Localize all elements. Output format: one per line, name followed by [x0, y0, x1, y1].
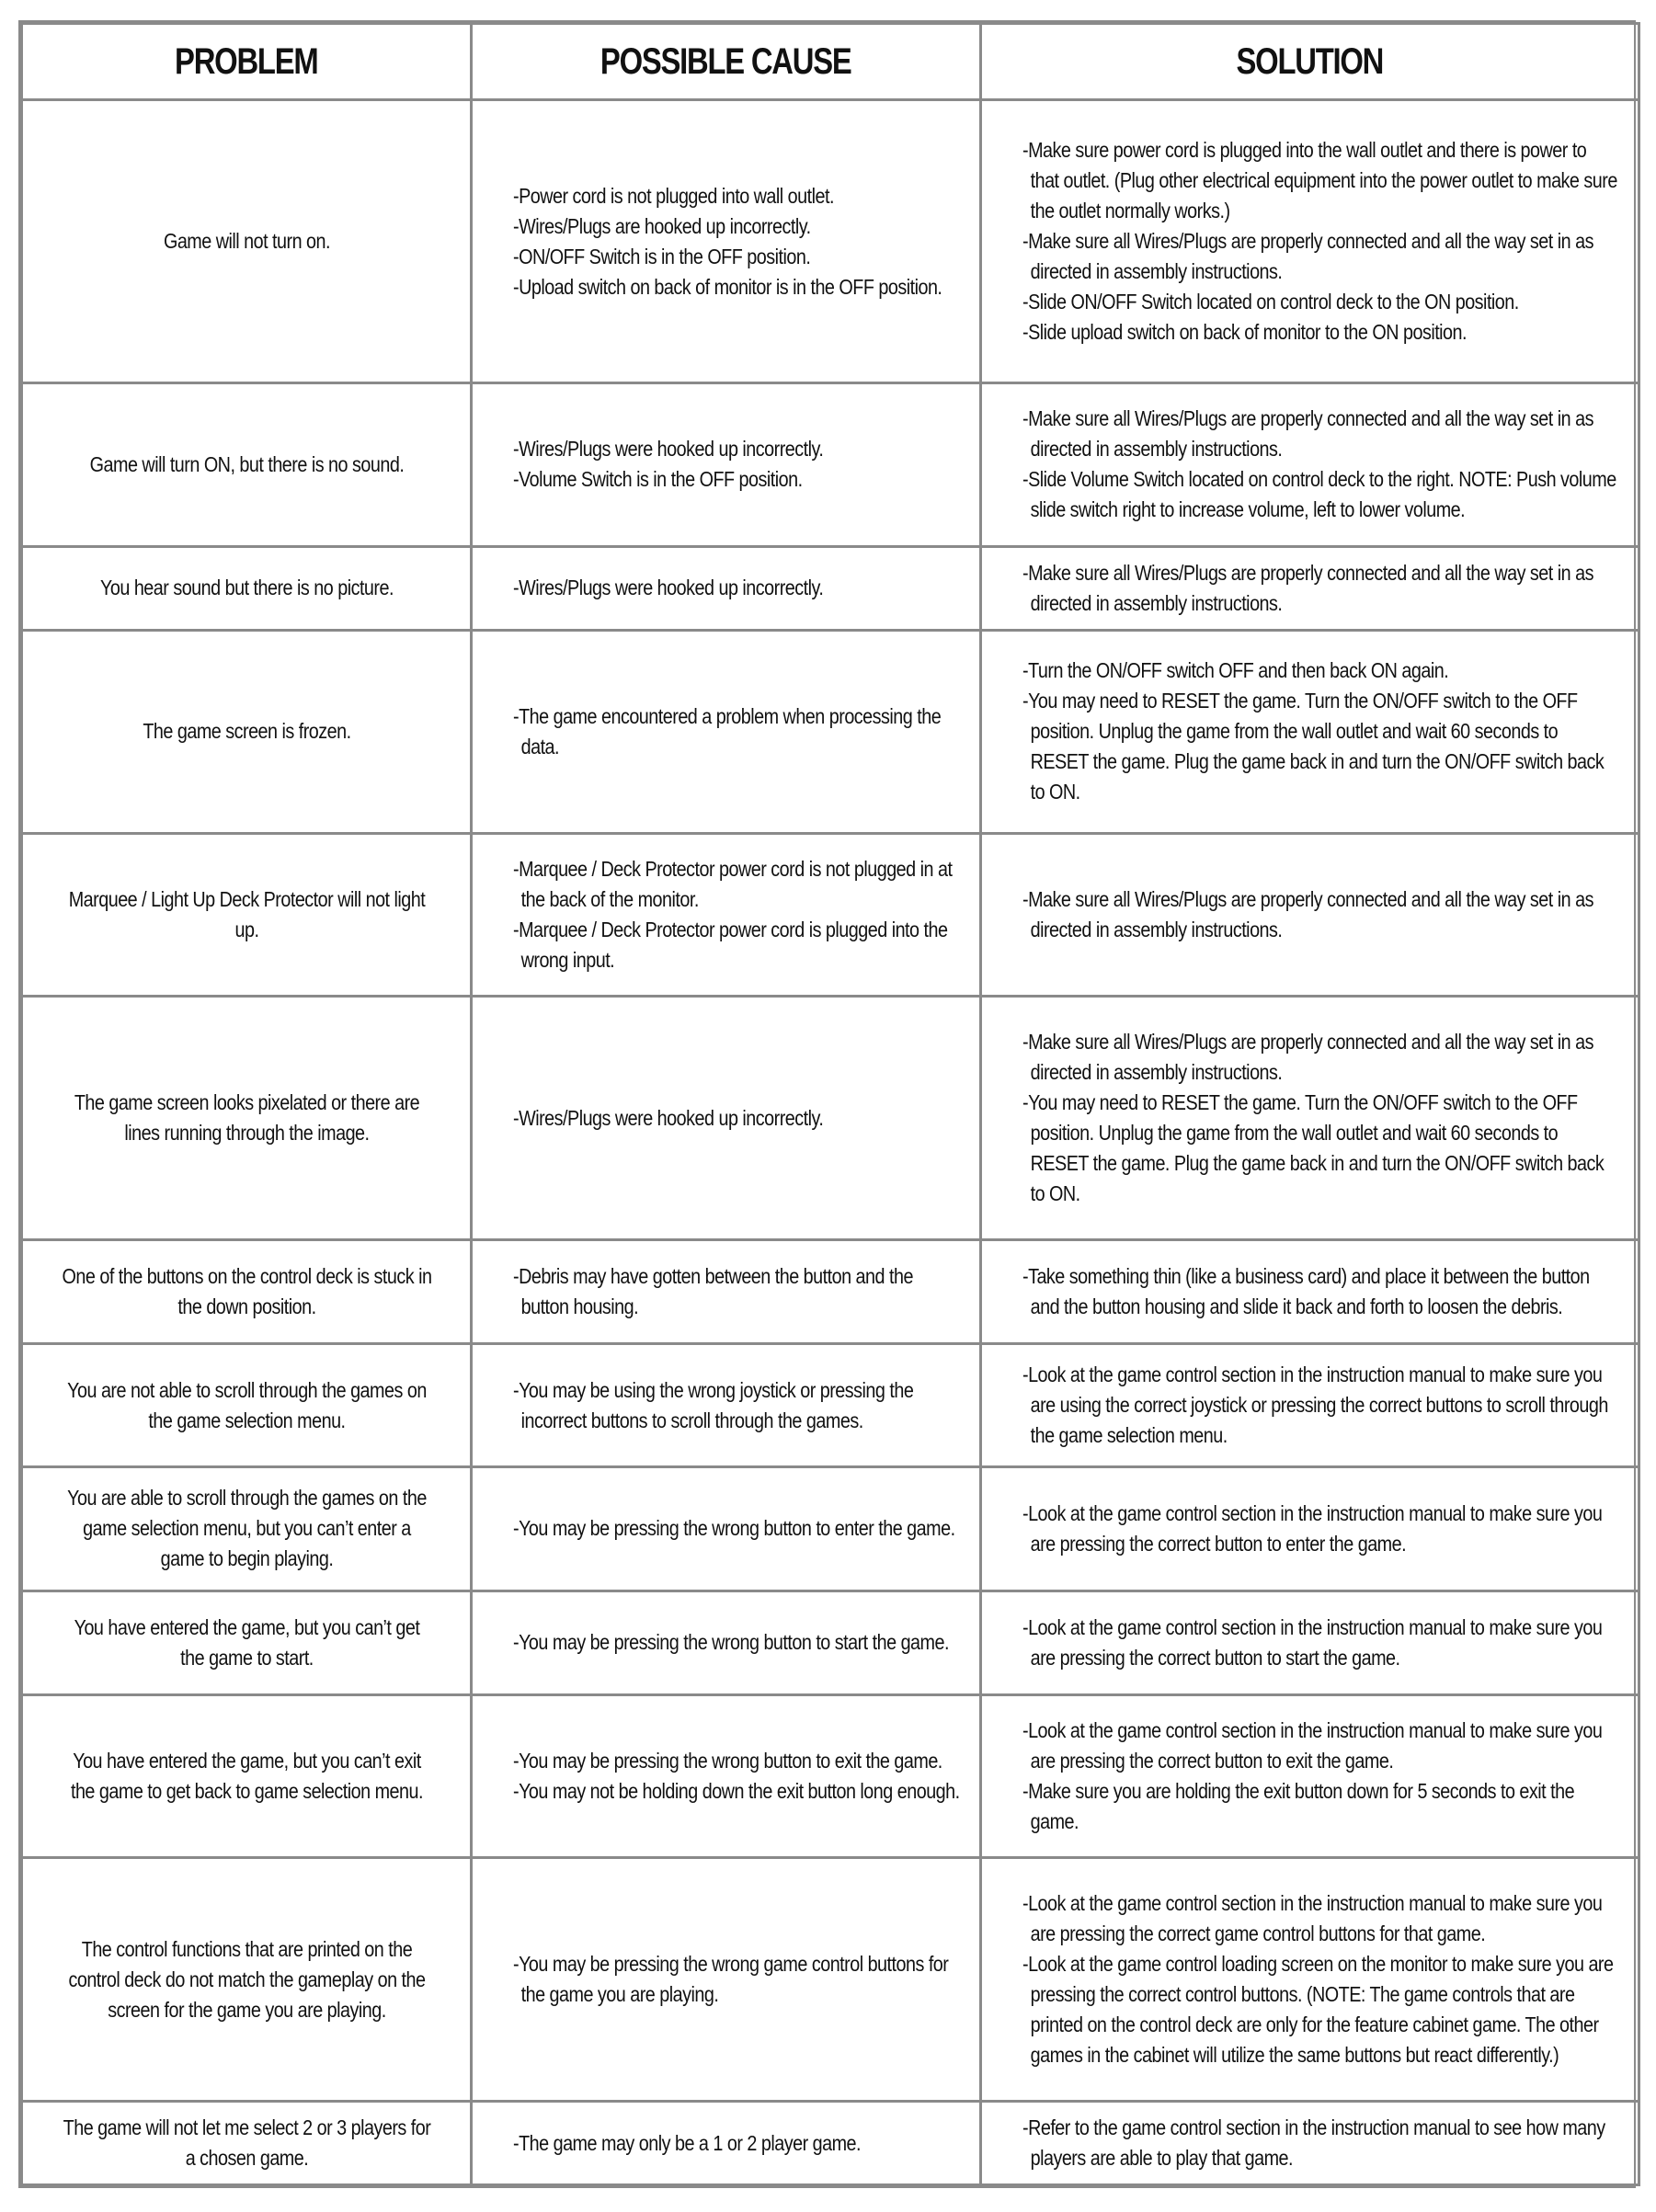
problem-text: One of the buttons on the control deck is stuck in the down position. [62, 1263, 431, 1318]
solution-line: -Take something thin (like a business card) and place it between the button and the button housing and slide it back and forth to loosen the debris. [1022, 1263, 1590, 1318]
cause-line: -You may not be holding down the exit button long enough. [513, 1779, 960, 1804]
table-row [22, 2102, 1639, 2185]
table-row [22, 1344, 1639, 1467]
solution-list [1022, 135, 1617, 348]
cause-line: -Wires/Plugs are hooked up incorrectly. [513, 213, 811, 238]
problem-cell [22, 1591, 472, 1694]
table-row [22, 997, 1639, 1240]
cause-list [513, 1375, 960, 1436]
cause-cell [472, 546, 981, 630]
solution-line: -Make sure all Wires/Plugs are properly connected and all the way set in as directed in assembly instructions. [1022, 560, 1593, 615]
cause-cell [472, 1591, 981, 1694]
table-row [22, 1591, 1639, 1694]
solution-cell [981, 100, 1639, 383]
solution-cell [981, 833, 1639, 997]
solution-line: -Make sure all Wires/Plugs are properly connected and all the way set in as directed in assembly instructions. [1022, 1030, 1593, 1085]
solution-cell [981, 1694, 1639, 1858]
solution-line: -Look at the game control section in the instruction manual to make sure you are pressing the correct button to exit the game. [1022, 1718, 1603, 1773]
cause-cell [472, 1467, 981, 1591]
cause-line: -You may be pressing the wrong button to start the game. [513, 1630, 949, 1655]
problem-text: The control functions that are printed on the control deck do not match the gameplay on the screen for the game you are playing. [67, 1936, 426, 2022]
problem-cell [22, 630, 472, 833]
problem-cell [22, 2102, 472, 2185]
solution-cell [981, 1467, 1639, 1591]
cause-cell [472, 2102, 981, 2185]
problem-text: Marquee / Light Up Deck Protector will not light up. [68, 886, 425, 941]
problem-text: The game screen looks pixelated or there are lines running through the image. [74, 1090, 419, 1146]
solution-line: -You may need to RESET the game. Turn the ON/OFF switch to the OFF position. Unplug the game from the wall outlet and wait 60 seconds to RESET the game. Plug the game back in and turn the ON/OFF switch back to ON. [1022, 1090, 1605, 1206]
solution-cell [981, 1344, 1639, 1467]
cause-line: -Power cord is not plugged into wall outlet. [513, 183, 834, 208]
table-row [22, 1467, 1639, 1591]
cause-line: -Wires/Plugs were hooked up incorrectly. [513, 576, 824, 600]
cause-cell [472, 1694, 981, 1858]
cause-list [513, 1949, 960, 2010]
problem-text: You are not able to scroll through the games on the game selection menu. [66, 1377, 427, 1432]
solution-list [1022, 1027, 1617, 1209]
cause-cell [472, 383, 981, 547]
solution-line: -Slide ON/OFF Switch located on control deck to the ON position. [1022, 290, 1519, 314]
cause-list [513, 1103, 960, 1134]
cause-list [513, 1627, 960, 1658]
cause-line: -Upload switch on back of monitor is in the OFF position. [513, 274, 942, 299]
solution-list [1022, 1261, 1617, 1322]
solution-list [1022, 1613, 1617, 1673]
problem-text: You have entered the game, but you can’t exit the game to get back to game selection menu. [70, 1749, 423, 1804]
problem-cell [22, 833, 472, 997]
solution-list [1022, 1499, 1617, 1559]
solution-list [1022, 1716, 1617, 1837]
solution-line: -Look at the game control loading screen on the monitor to make sure you are pressing the correct control buttons. (NOTE: The game controls that are printed on the control deck are only for the feature cabinet game. The other games in the cabinet will utilize the same buttons but react differently.) [1022, 1952, 1614, 2068]
problem-cell [22, 546, 472, 630]
cause-cell [472, 833, 981, 997]
problem-cell [22, 1858, 472, 2102]
problem-text: You have entered the game, but you can’t get the game to start. [74, 1614, 419, 1670]
cause-line: -The game encountered a problem when processing the data. [513, 703, 942, 758]
solution-line: -Slide Volume Switch located on control deck to the right. NOTE: Push volume slide switch right to increase volume, left to lower volume. [1022, 467, 1616, 522]
cause-line: -You may be using the wrong joystick or pressing the incorrect buttons to scroll through the games. [513, 1377, 914, 1432]
solution-line: -Make sure power cord is plugged into the wall outlet and there is power to that outlet. (Plug other electrical equipment into the power outlet to make sure the outlet normally works.) [1022, 138, 1617, 222]
header-problem: PROBLEM [22, 24, 472, 100]
solution-line: -Look at the game control section in the instruction manual to make sure you are pressing the correct button to enter the game. [1022, 1500, 1603, 1556]
cause-list [513, 1746, 960, 1807]
table-row [22, 1858, 1639, 2102]
solution-line: -You may need to RESET the game. Turn the ON/OFF switch to the OFF position. Unplug the game from the wall outlet and wait 60 seconds to RESET the game. Plug the game back in and turn the ON/OFF switch back to ON. [1022, 689, 1605, 804]
solution-cell [981, 2102, 1639, 2185]
cause-cell [472, 100, 981, 383]
solution-list [1022, 1888, 1617, 2070]
cause-cell [472, 1239, 981, 1343]
cause-line: -Wires/Plugs were hooked up incorrectly. [513, 1105, 824, 1130]
header-solution: SOLUTION [981, 24, 1639, 100]
cause-line: -Marquee / Deck Protector power cord is plugged into the wrong input. [513, 917, 948, 972]
solution-line: -Make sure all Wires/Plugs are properly connected and all the way set in as directed in assembly instructions. [1022, 886, 1593, 941]
solution-cell [981, 546, 1639, 630]
cause-line: -You may be pressing the wrong button to exit the game. [513, 1749, 942, 1773]
solution-cell [981, 1591, 1639, 1694]
problem-cell [22, 1239, 472, 1343]
cause-line: -Volume Switch is in the OFF position. [513, 467, 803, 492]
cause-cell [472, 630, 981, 833]
problem-cell [22, 100, 472, 383]
problem-cell [22, 1694, 472, 1858]
problem-text: Game will turn ON, but there is no sound. [89, 451, 404, 476]
table-row [22, 1239, 1639, 1343]
table-row [22, 833, 1639, 997]
solution-line: -Make sure you are holding the exit button down for 5 seconds to exit the game. [1022, 1779, 1575, 1834]
cause-list [513, 701, 960, 762]
problem-cell [22, 383, 472, 547]
solution-cell [981, 1858, 1639, 2102]
solution-line: -Turn the ON/OFF switch OFF and then back ON again. [1022, 658, 1449, 683]
solution-line: -Refer to the game control section in the instruction manual to see how many players are able to play that game. [1022, 2115, 1605, 2170]
table-row [22, 630, 1639, 833]
solution-line: -Look at the game control section in the instruction manual to make sure you are using the correct joystick or pressing the correct buttons to scroll through the game selection menu. [1022, 1363, 1608, 1448]
solution-list [1022, 2113, 1617, 2173]
header-row [22, 24, 1639, 100]
problem-cell [22, 1467, 472, 1591]
cause-line: -Debris may have gotten between the button and the button housing. [513, 1263, 913, 1318]
cause-list [513, 2128, 960, 2159]
solution-cell [981, 383, 1639, 547]
solution-cell [981, 997, 1639, 1240]
problem-text: The game will not let me select 2 or 3 players for a chosen game. [63, 2115, 430, 2170]
troubleshooting-table [20, 22, 1640, 2186]
cause-cell [472, 997, 981, 1240]
solution-line: -Make sure all Wires/Plugs are properly connected and all the way set in as directed in assembly instructions. [1022, 229, 1593, 283]
solution-cell [981, 1239, 1639, 1343]
solution-list [1022, 1360, 1617, 1451]
cause-cell [472, 1344, 981, 1467]
cause-line: -You may be pressing the wrong button to enter the game. [513, 1516, 955, 1541]
cause-list [513, 181, 960, 302]
cause-list [513, 573, 960, 603]
problem-text: The game screen is frozen. [142, 719, 351, 744]
solution-list [1022, 656, 1617, 807]
cause-list [513, 1513, 960, 1544]
problem-text: Game will not turn on. [163, 229, 330, 253]
solution-list [1022, 884, 1617, 945]
header-possible-cause: POSSIBLE CAUSE [472, 24, 981, 100]
cause-line: -You may be pressing the wrong game control buttons for the game you are playing. [513, 1952, 949, 2007]
solution-list [1022, 558, 1617, 619]
cause-line: -Marquee / Deck Protector power cord is not plugged in at the back of the monitor. [513, 856, 953, 911]
table-row [22, 383, 1639, 547]
problem-cell [22, 1344, 472, 1467]
problem-text: You are able to scroll through the games on the game selection menu, but you can’t enter a game to begin playing. [66, 1486, 427, 1571]
troubleshooting-sheet [18, 20, 1636, 2188]
table-row [22, 100, 1639, 383]
solution-line: -Look at the game control section in the instruction manual to make sure you are pressing the correct button to start the game. [1022, 1614, 1603, 1670]
cause-list [513, 854, 960, 975]
cause-list [513, 1261, 960, 1322]
solution-line: -Look at the game control section in the instruction manual to make sure you are pressing the correct game control buttons for that game. [1022, 1891, 1603, 1946]
solution-line: -Slide upload switch on back of monitor to the ON position. [1022, 320, 1468, 344]
solution-list [1022, 404, 1617, 525]
problem-text: You hear sound but there is no picture. [99, 576, 394, 600]
problem-cell [22, 997, 472, 1240]
cause-line: -ON/OFF Switch is in the OFF position. [513, 244, 811, 268]
cause-list [513, 434, 960, 495]
solution-cell [981, 630, 1639, 833]
solution-line: -Make sure all Wires/Plugs are properly connected and all the way set in as directed in assembly instructions. [1022, 406, 1593, 462]
cause-line: -Wires/Plugs were hooked up incorrectly. [513, 437, 824, 462]
table-row [22, 1694, 1639, 1858]
cause-line: -The game may only be a 1 or 2 player game. [513, 2130, 862, 2155]
table-row [22, 546, 1639, 630]
cause-cell [472, 1858, 981, 2102]
